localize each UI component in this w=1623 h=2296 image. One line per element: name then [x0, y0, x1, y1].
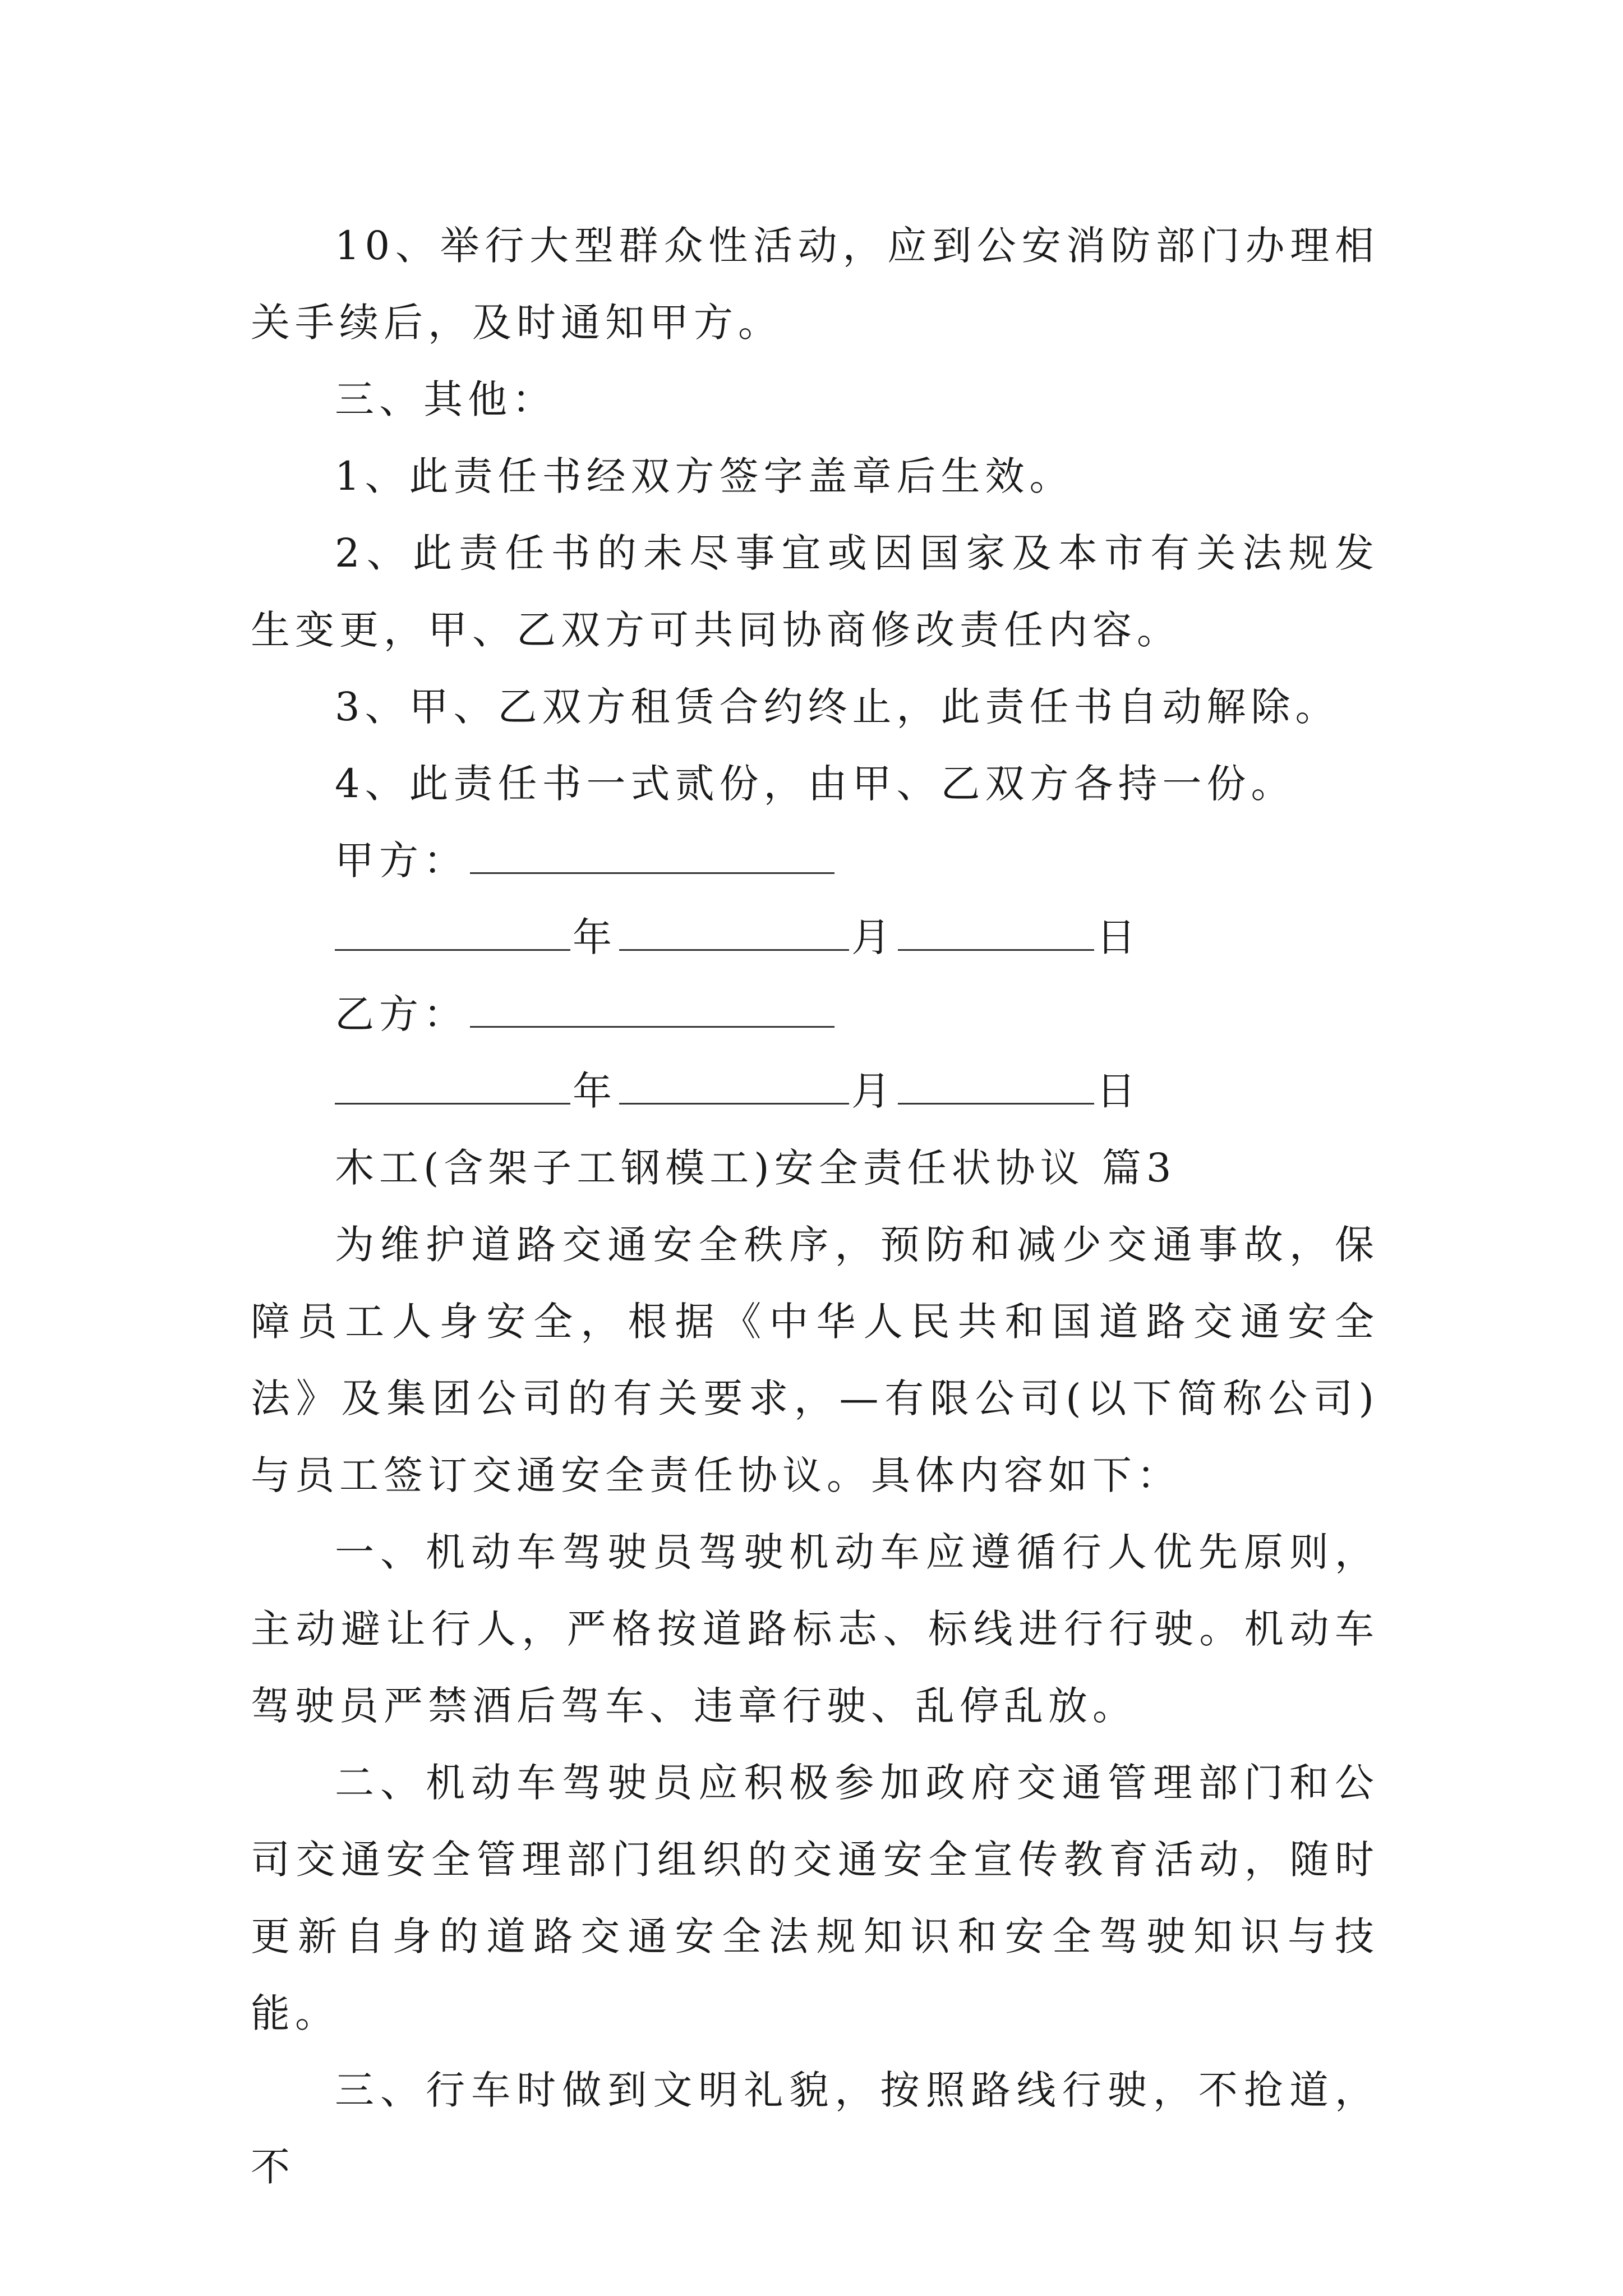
paragraph-item-2: 2、此责任书的未尽事宜或因国家及本市有关法规发生变更，甲、乙双方可共同协商修改责任内容。	[251, 530, 1379, 653]
section-title: 木工(含架子工钢模工)安全责任状协议 篇3	[335, 1145, 1177, 1191]
party-a-month-blank	[619, 905, 849, 951]
paragraph-section-other: 三、其他：	[335, 376, 556, 422]
party-b-signature-row	[251, 976, 1379, 1053]
year-label: 年	[573, 1068, 617, 1114]
party-b-label: 乙方：	[335, 991, 468, 1037]
paragraph-item-10: 10、举行大型群众性活动，应到公安消防部门办理相关手续后，及时通知甲方。	[251, 223, 1379, 346]
paragraph-clause-3: 三、行车时做到文明礼貌，按照路线行驶，不抢道，不	[251, 2067, 1379, 2190]
party-a-year-blank	[335, 905, 570, 951]
day-label: 日	[1096, 914, 1141, 960]
party-b-date-row	[251, 1053, 1379, 1130]
paragraph-clause-2: 二、机动车驾驶员应积极参加政府交通管理部门和公司交通安全管理部门组织的交通安全宣传教育活动，随时更新自身的道路交通安全法规知识和安全驾驶知识与技能。	[251, 1760, 1379, 2036]
document-body	[251, 208, 1379, 2206]
party-b-year-blank	[335, 1059, 570, 1105]
party-b-signature-blank	[470, 982, 834, 1028]
year-label: 年	[573, 914, 617, 960]
party-a-date-row	[251, 899, 1379, 976]
party-a-signature-blank	[470, 829, 834, 874]
paragraph-item-3: 3、甲、乙双方租赁合约终止，此责任书自动解除。	[335, 684, 1340, 730]
paragraph-intro: 为维护道路交通安全秩序，预防和减少交通事故，保障员工人身安全，根据《中华人民共和国道路交通安全法》及集团公司的有关要求，—有限公司(以下简称公司)与员工签订交通安全责任协议。具体内容如下：	[251, 1222, 1379, 1498]
party-a-signature-row	[251, 822, 1379, 899]
party-b-month-blank	[619, 1059, 849, 1105]
party-b-day-blank	[898, 1059, 1094, 1105]
day-label: 日	[1096, 1068, 1141, 1114]
party-a-label: 甲方：	[335, 838, 468, 884]
month-label: 月	[851, 914, 896, 960]
party-a-day-blank	[898, 905, 1094, 951]
paragraph-item-4: 4、此责任书一式贰份，由甲、乙双方各持一份。	[335, 761, 1295, 807]
paragraph-clause-1: 一、机动车驾驶员驾驶机动车应遵循行人优先原则，主动避让行人，严格按道路标志、标线进行行驶。机动车驾驶员严禁酒后驾车、违章行驶、乱停乱放。	[251, 1529, 1379, 1729]
month-label: 月	[851, 1068, 896, 1114]
paragraph-item-1: 1、此责任书经双方签字盖章后生效。	[335, 453, 1074, 499]
